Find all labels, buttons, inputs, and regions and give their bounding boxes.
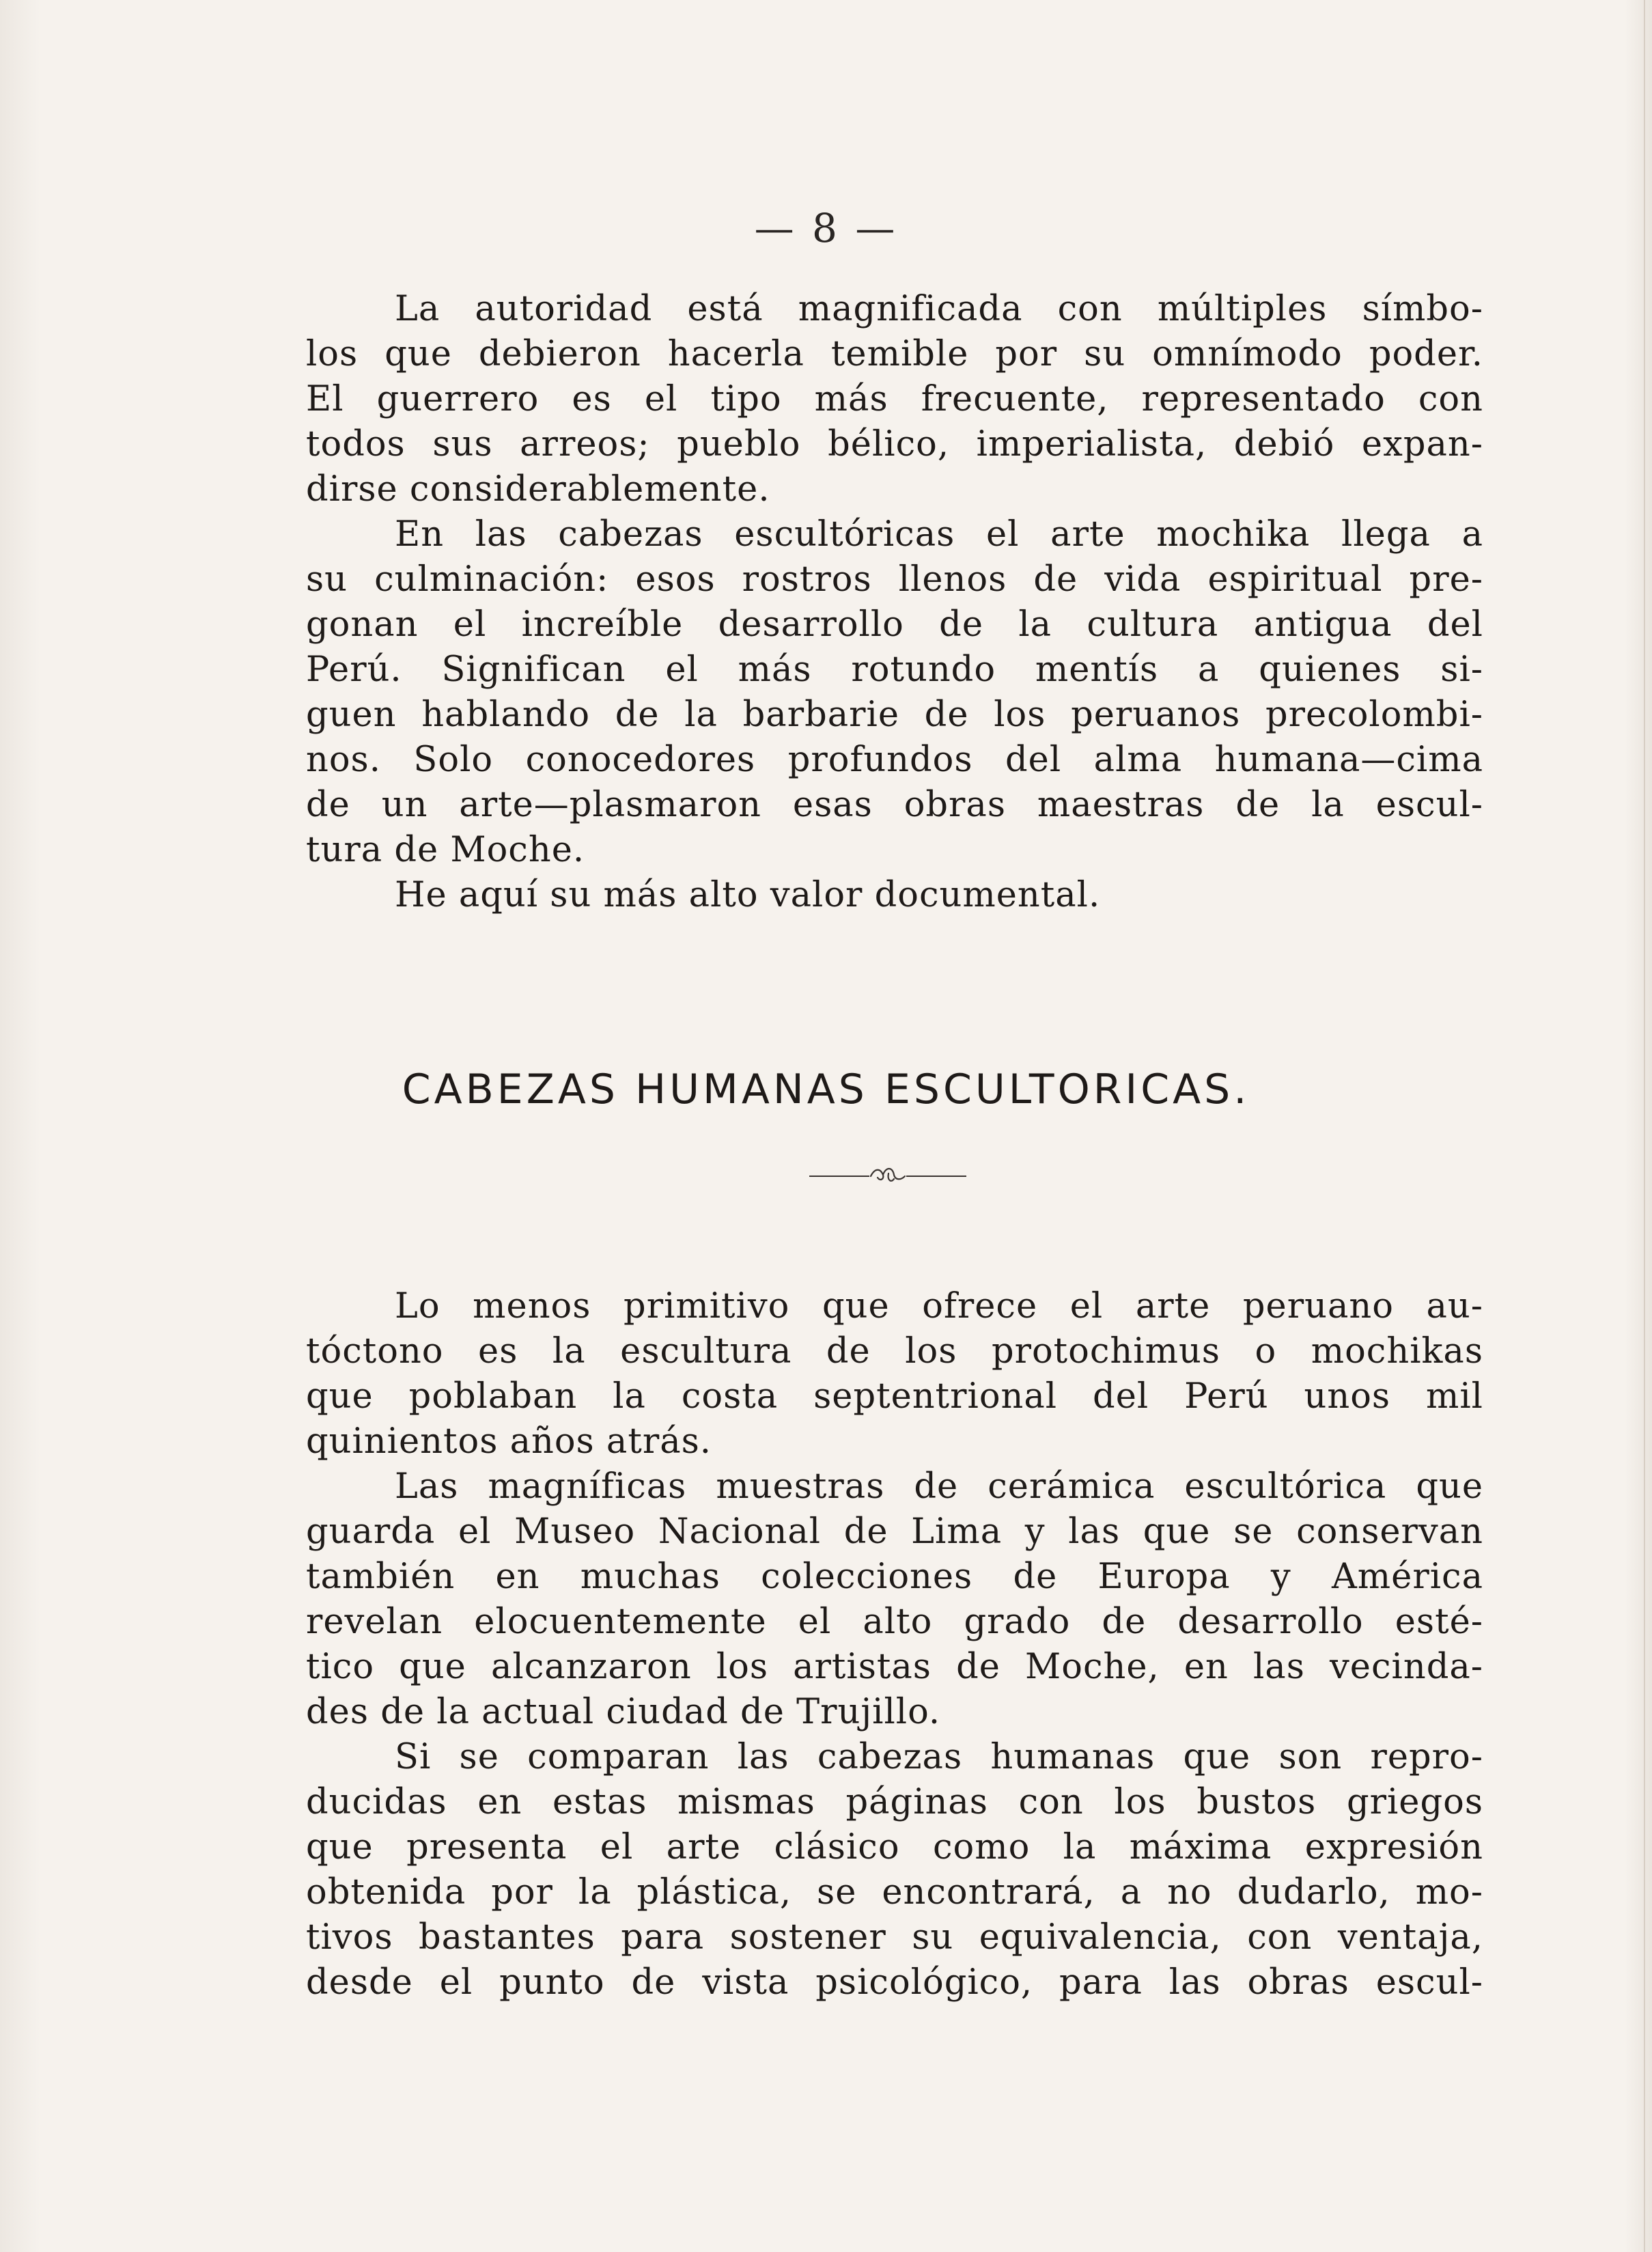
text-line: todos sus arreos; pueblo bélico, imperialista, debió expan- — [306, 424, 1483, 464]
text-line: guen hablando de la barbarie de los peruanos precolombi- — [306, 695, 1483, 735]
page-number: — 8 — — [754, 205, 898, 251]
text-line: su culminación: esos rostros llenos de vida espiritual pre- — [306, 559, 1483, 600]
text-line: guarda el Museo Nacional de Lima y las que se conservan — [306, 1512, 1483, 1552]
text-line: desde el punto de vista psicológico, para las obras escul- — [306, 1962, 1483, 2003]
text-line: tura de Moche. — [306, 830, 585, 870]
page-fold-shadow — [1644, 0, 1645, 2252]
text-line: también en muchas colecciones de Europa y América — [306, 1557, 1483, 1597]
text-line: revelan elocuentemente el alto grado de desarrollo esté- — [306, 1602, 1483, 1642]
section-title: CABEZAS HUMANAS ESCULTORICAS. — [402, 1066, 1250, 1113]
text-line: de un arte—plasmaron esas obras maestras de la escul- — [306, 785, 1483, 825]
text-line: Las magníficas muestras de cerámica escultórica que — [395, 1466, 1483, 1507]
text-line: En las cabezas escultóricas el arte mochika llega a — [395, 514, 1483, 555]
text-line: nos. Solo conocedores profundos del alma humana—cima — [306, 740, 1483, 780]
text-line: Si se comparan las cabezas humanas que son repro- — [395, 1737, 1483, 1777]
text-line: que presenta el arte clásico como la máxima expresión — [306, 1827, 1483, 1867]
text-line: Lo menos primitivo que ofrece el arte peruano au- — [395, 1286, 1483, 1326]
flourish-ornament-icon — [809, 1161, 966, 1188]
text-line: tivos bastantes para sostener su equivalencia, con ventaja, — [306, 1917, 1483, 1958]
text-line: La autoridad está magnificada con múltiples símbo- — [395, 289, 1483, 329]
body-text-block — [306, 1284, 1483, 2005]
text-line: des de la actual ciudad de Trujillo. — [306, 1692, 941, 1732]
text-line: obtenida por la plástica, se encontrará, a no dudarlo, mo- — [306, 1872, 1483, 1913]
intro-text-block — [306, 287, 1483, 918]
text-line: He aquí su más alto valor documental. — [395, 875, 1101, 915]
text-line: dirse considerablemente. — [306, 469, 770, 510]
text-line: que poblaban la costa septentrional del Perú unos mil — [306, 1376, 1483, 1417]
text-line: tico que alcanzaron los artistas de Moche, en las vecinda- — [306, 1647, 1483, 1687]
text-line: ducidas en estas mismas páginas con los bustos griegos — [306, 1782, 1483, 1822]
text-line: tóctono es la escultura de los protochimus o mochikas — [306, 1331, 1483, 1372]
text-line: quinientos años atrás. — [306, 1421, 712, 1462]
text-line: Perú. Significan el más rotundo mentís a quienes si- — [306, 650, 1483, 690]
text-line: gonan el increíble desarrollo de la cultura antigua del — [306, 604, 1483, 645]
text-line: los que debieron hacerla temible por su omnímodo poder. — [306, 334, 1483, 374]
text-line: El guerrero es el tipo más frecuente, representado con — [306, 379, 1483, 419]
